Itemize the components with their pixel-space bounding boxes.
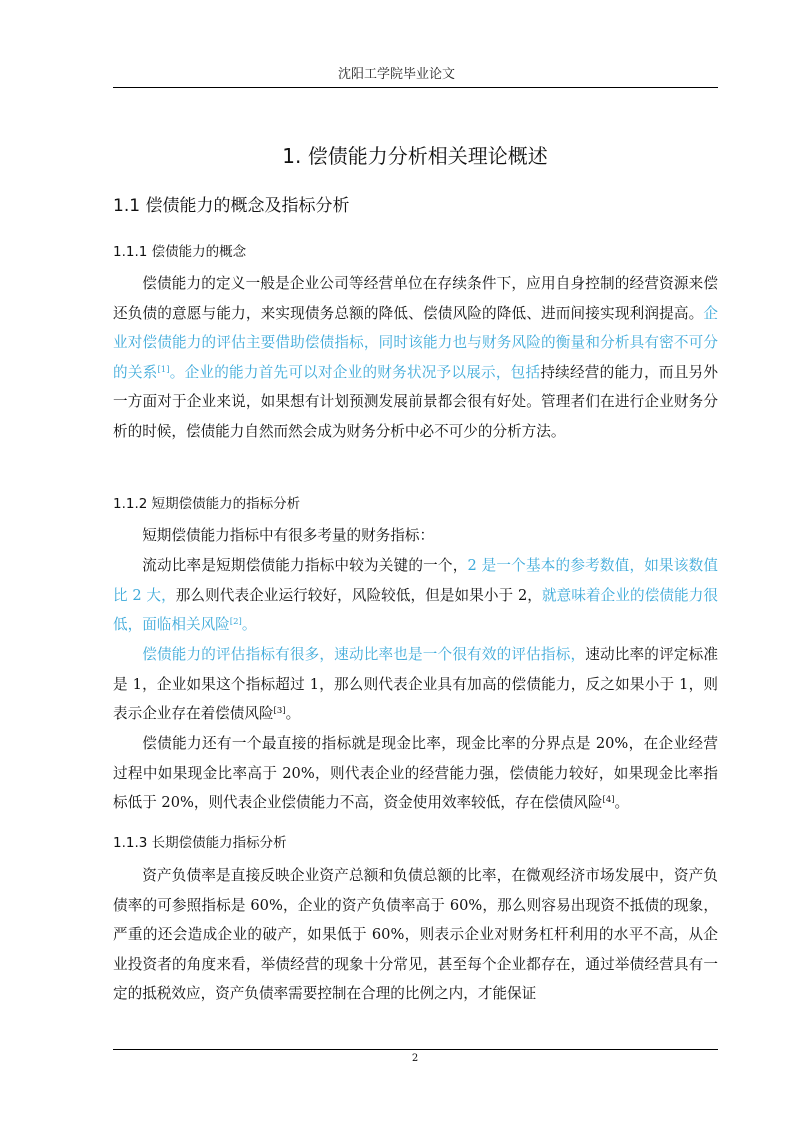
chapter-title: 1. 偿债能力分析相关理论概述 [282,144,548,168]
text-run: 持续经营的能力，而且另外一方面对于企业来说，如果想有计划预测发展前景都会很有好处。管理者们在进行企业财务分析的时候，偿债能力自然而然会成为财务分析中必不可少的分析方法。 [113,363,718,440]
text-run: 偿债能力还有一个最直接的指标就是现金比率，现金比率的分界点是 20%，在企业经营过程中如果现金比率高于 20%，则代表企业的经营能力强，偿债能力较好，如果现金比率指标低于 20%，则代表企业偿债能力不高，资金使用效率较低，存在偿债风险 [113,735,718,812]
text-run: 流动比率是短期偿债能力指标中较为关键的一个， [142,557,468,574]
running-header: 沈阳工学院毕业论文 [337,67,455,82]
footer-rule [113,1049,718,1050]
highlighted-text: 2 是一个基本的参考数值，如果该数值比 2 大， [113,557,718,604]
highlighted-text: 。 [241,616,257,634]
paragraph-solvency-concept [113,269,718,447]
citation-ref: [2] [229,617,242,628]
citation-ref: [1] [157,364,170,375]
section-heading-1-1-3: 1.1.3 长期偿债能力指标分析 [113,835,287,851]
text-run: 偿债能力的定义一般是企业公司等经营单位在存续条件下，应用自身控制的经营资源来偿还负债的意愿与能力，来实现债务总额的降低、偿债风险的降低、进而间接实现利润提高。 [113,275,718,322]
section-heading-1-1-1: 1.1.1 偿债能力的概念 [113,244,247,260]
paragraph-short-term-intro: 短期偿债能力指标中有很多考量的财务指标： [142,527,435,544]
paragraph-debt-ratio: 资产负债率是直接反映企业资产总额和负债总额的比率，在微观经济市场发展中，资产负债率的可参照指标是 60%，企业的资产负债率高于 60%，那么则容易出现资不抵债的现象，严重的还会造成企业的破产，如果低于 60%，则表示企业对财务杠杆利用的水平不高，从企业投资者的角度来看，举债经营的现象十分常见，甚至每个企业都存在，通过举债经营具有一定的抵税效应，资产负债率需要控制在合理的比例之内，才能保证 [113,867,718,1003]
text-run: 。 [285,705,301,723]
section-heading-1-1-2: 1.1.2 短期偿债能力的指标分析 [113,496,301,512]
page-number: 2 [411,1053,419,1064]
highlighted-text: 企业对偿债能力的评估主要借助偿债指标，同时该能力也与财务风险的衡量和分析具有密不可分的关系 [113,304,718,381]
citation-ref: [4] [602,795,615,806]
header-rule [113,87,718,88]
citation-ref: [3] [273,706,286,717]
paragraph-current-ratio [113,551,718,640]
text-run: 那么则代表企业运行较好，风险较低，但是如果小于 2， [175,586,542,604]
highlighted-text: 就意味着企业的偿债能力很低，面临相关风险 [113,586,718,634]
highlighted-text: 偿债能力的评估指标有很多，速动比率也是一个很有效的评估指标， [142,646,586,663]
paragraph-cash-ratio [113,729,718,818]
section-heading-1-1: 1.1 偿债能力的概念及指标分析 [113,196,350,216]
highlighted-text: 。企业的能力首先可以对企业的财务状况予以展示，包括 [169,363,541,381]
text-run: 速动比率的评定标准是 1，企业如果这个指标超过 1，那么则代表企业具有加高的偿债能力，反之如果小于 1，则表示企业存在着偿债风险 [113,646,718,723]
paragraph-quick-ratio [113,640,718,729]
text-run: 。 [614,794,630,812]
